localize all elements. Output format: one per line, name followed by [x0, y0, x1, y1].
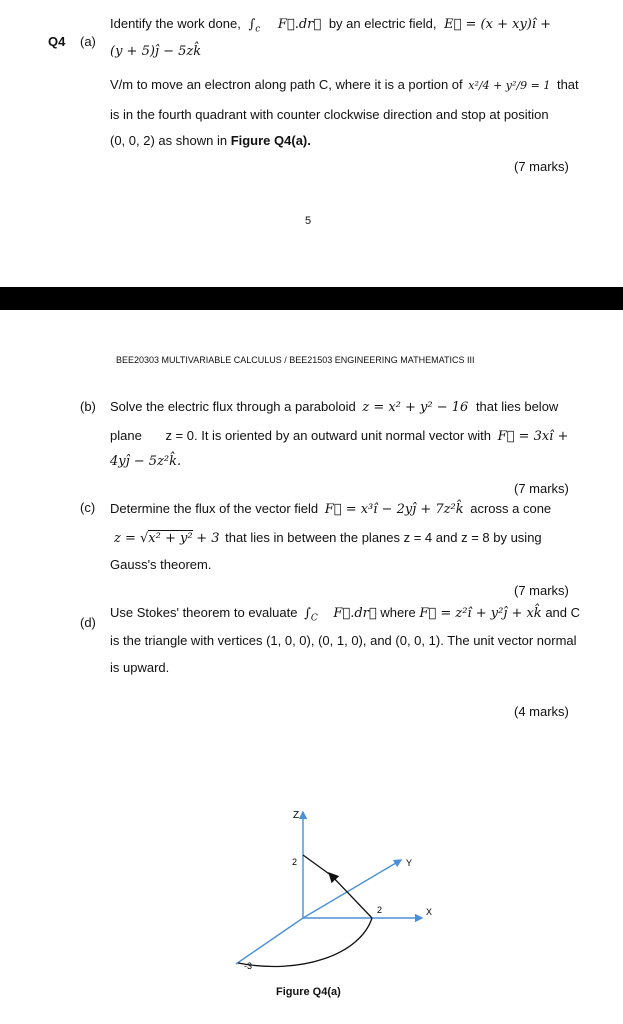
text: and C	[545, 605, 581, 620]
part-a-marks: (7 marks)	[514, 159, 569, 174]
integral-sign: ∫	[304, 606, 311, 621]
field-F: F⃗ = 3xî +	[497, 429, 569, 444]
integral-sub: C	[310, 613, 318, 624]
part-c-line3: Gauss's theorem.	[110, 557, 212, 572]
field-F: F⃗ = x³î − 2yĵ + 7z²k̂	[324, 502, 464, 517]
x-axis-label: X	[426, 907, 433, 917]
y-tick-label: 2	[377, 905, 383, 915]
integrand: F⃗.dr⃗	[333, 606, 377, 621]
path-c-arc	[238, 918, 372, 966]
text: that	[556, 77, 579, 92]
text: plane	[110, 428, 142, 443]
neg-x-axis	[236, 918, 303, 964]
text: across a cone	[470, 501, 552, 516]
path-c-segment-2	[303, 855, 332, 876]
figure-caption: Figure Q4(a)	[276, 986, 341, 998]
text: Identify the work done,	[110, 16, 241, 31]
text: z = 0. It is oriented by an outward unit normal vector with	[165, 428, 491, 443]
text: that lies below	[475, 399, 559, 414]
cone-eq-post: + 3	[196, 531, 220, 546]
y-axis-label: Y	[406, 858, 413, 868]
ellipse-eq: x²/4 + y²/9 = 1	[468, 79, 551, 92]
question-number: Q4	[48, 34, 66, 49]
integrand: F⃗.dr⃗	[277, 17, 322, 32]
part-a-label: (a)	[80, 34, 96, 49]
text: where	[380, 605, 416, 620]
part-a-line4: is in the fourth quadrant with counter clockwise direction and stop at position	[110, 107, 549, 122]
text: that lies in between the planes z = 4 and z = 8 by using	[225, 530, 542, 545]
text: by an electric field,	[328, 16, 437, 31]
part-c-label: (c)	[80, 500, 96, 515]
part-d-line3: is upward.	[110, 660, 170, 675]
y-axis	[303, 860, 401, 918]
z-tick-label: 2	[292, 857, 298, 867]
text: (0, 0, 2) as shown in	[110, 133, 228, 148]
field-F: F⃗ = z²î + y²ĵ + xk̂	[419, 606, 542, 621]
z-axis-label: Z	[293, 810, 300, 821]
neg-x-tick-label: -3	[244, 961, 253, 971]
figure-ref: Figure Q4(a).	[230, 133, 311, 148]
part-b-line3: 4yĵ − 5z²k̂.	[110, 454, 182, 469]
part-d-label: (d)	[80, 615, 96, 630]
page-header: BEE20303 MULTIVARIABLE CALCULUS / BEE21503 ENGINEERING MATHEMATICS III	[116, 355, 475, 365]
integral-sub: c	[255, 24, 261, 35]
part-b-marks: (7 marks)	[514, 481, 569, 496]
page-number: 5	[305, 215, 312, 227]
part-a-line2: (y + 5)ĵ − 5zk̂	[110, 44, 202, 59]
integral-sign: ∫	[248, 17, 256, 32]
part-b-label: (b)	[80, 399, 96, 414]
part-d-line2: is the triangle with vertices (1, 0, 0), (0, 1, 0), and (0, 0, 1). The unit vector normal	[110, 633, 577, 648]
text: Determine the flux of the vector field	[110, 501, 319, 516]
text: Solve the electric flux through a paraboloid	[110, 399, 356, 414]
cone-eq-pre: z = √	[114, 531, 149, 546]
cone-radicand: x² + y²	[148, 531, 193, 546]
part-d-marks: (4 marks)	[514, 704, 569, 719]
part-c-marks: (7 marks)	[514, 583, 569, 598]
text: V/m to move an electron along path C, where it is a portion of	[110, 77, 463, 92]
text: Use Stokes' theorem to evaluate	[110, 605, 298, 620]
paraboloid-eq: z = x² + y² − 16	[362, 400, 469, 415]
field-E: E⃗ = (x + xy)î +	[444, 17, 552, 32]
